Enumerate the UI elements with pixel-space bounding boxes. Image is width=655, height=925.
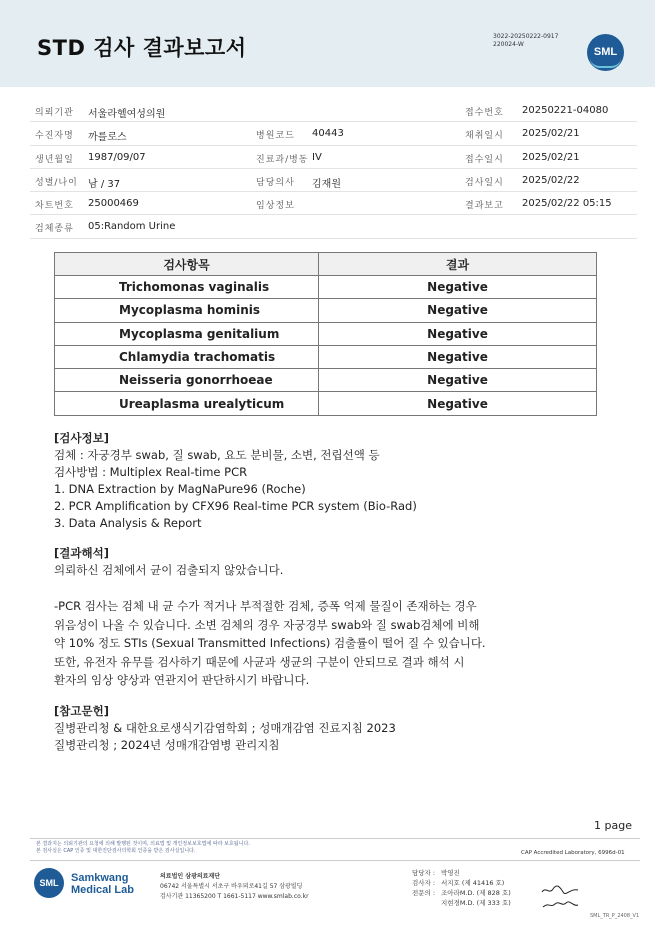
test-info-line: 1. DNA Extraction by MagNaPure96 (Roche) xyxy=(54,482,306,496)
brand-line-1: Samkwang xyxy=(71,872,129,884)
footer-address xyxy=(160,872,309,902)
interpretation-line: 의뢰하신 검체에서 균이 검출되지 않았습니다. xyxy=(54,563,284,577)
info-value: 서울라헬여성의원 xyxy=(88,109,166,120)
info-label: 병원코드 xyxy=(256,131,295,142)
info-value: 2025/02/21 xyxy=(522,128,580,140)
result-row xyxy=(55,322,597,345)
header-result: 결과 xyxy=(319,253,597,276)
info-label: 생년월일 xyxy=(35,154,74,165)
address-line-1: 의료법인 삼광의료재단 xyxy=(160,873,221,880)
signature-2 xyxy=(540,898,580,910)
sml-logo: SML xyxy=(587,34,624,71)
info-value: 김재원 xyxy=(312,178,341,190)
report-header xyxy=(0,0,655,87)
test-info-line: 3. Data Analysis & Report xyxy=(54,516,202,530)
info-label: 접수일시 xyxy=(465,154,504,165)
staff-row: 담당자 : 박영진 xyxy=(412,869,460,877)
info-value: 1987/09/07 xyxy=(88,151,146,163)
info-row xyxy=(30,215,637,238)
test-item: Mycoplasma hominis xyxy=(55,299,319,322)
page-number: 1 page xyxy=(594,819,632,832)
interpretation-section xyxy=(54,545,283,579)
info-row xyxy=(30,192,637,215)
info-value: 남 / 37 xyxy=(88,178,121,190)
test-result: Negative xyxy=(319,299,597,322)
info-label: 성별/나이 xyxy=(35,177,78,188)
form-code: SML_TR_P_2408_V1 xyxy=(590,913,640,919)
patient-info-table xyxy=(30,99,637,239)
result-row xyxy=(55,345,597,368)
report-title: STD 검사 결과보고서 xyxy=(37,36,247,60)
info-value: 2025/02/21 xyxy=(522,151,580,163)
staff-row: 전문의 : 조아라M.D. (제 828 호) xyxy=(412,889,511,897)
info-label: 채취일시 xyxy=(465,131,504,142)
test-result: Negative xyxy=(319,322,597,345)
references-section xyxy=(54,703,396,754)
info-label: 접수번호 xyxy=(465,108,504,118)
report-codes xyxy=(493,33,558,49)
result-row xyxy=(55,369,597,392)
note-line: 위음성이 나올 수 있습니다. 소변 검체의 경우 자궁경부 swab와 질 swab검체에 비해 xyxy=(54,617,480,632)
info-row xyxy=(30,99,637,122)
info-row xyxy=(30,146,637,169)
cap-accreditation: CAP Accredited Laboratory, 6996d-01 xyxy=(521,850,625,856)
staff-row: 지현경M.D. (제 333 호) xyxy=(441,899,511,907)
info-value: 까를로스 xyxy=(88,132,127,144)
staff-list xyxy=(412,868,511,908)
footer-divider xyxy=(30,860,640,861)
test-info-title: [검사정보] xyxy=(54,431,109,445)
reference-line: 질병관리청 & 대한요로생식기감염학회 ; 성매개감염 진료지침 2023 xyxy=(54,721,396,735)
reference-line: 질병관리청 ; 2024년 성매개감염병 관리지침 xyxy=(54,738,280,752)
info-label: 의뢰기관 xyxy=(35,108,74,118)
footer-sml-logo: SML xyxy=(34,868,64,898)
brand-line-2: Medical Lab xyxy=(71,884,134,896)
test-result: Negative xyxy=(319,369,597,392)
test-result: Negative xyxy=(319,276,597,299)
interpretation-note xyxy=(54,597,486,690)
references-title: [참고문헌] xyxy=(54,704,109,718)
info-label: 임상정보 xyxy=(256,201,295,212)
footer-notice-1: 본 결과지는 의뢰기관의 요청에 의해 발행된 것이며, 의료법 및 개인정보보호법에 따라 보호됩니다. xyxy=(36,841,250,847)
footer-notice-2: 본 검사실은 CAP 인증 및 대한진단검사의학회 인증을 받은 검사실입니다. xyxy=(36,848,196,854)
test-result: Negative xyxy=(319,392,597,415)
info-value: 20250221-04080 xyxy=(522,105,609,116)
info-label: 결과보고 xyxy=(465,201,504,212)
note-line: 환자의 임상 양상과 연관지어 판단하시기 바랍니다. xyxy=(54,673,310,687)
result-row xyxy=(55,276,597,299)
footer-brand xyxy=(71,872,134,896)
info-label: 담당의사 xyxy=(256,177,295,188)
test-item: Trichomonas vaginalis xyxy=(55,276,319,299)
note-line: -PCR 검사는 검체 내 균 수가 적거나 부적절한 검체, 증폭 억제 물질이 존재하는 경우 xyxy=(54,599,477,613)
info-value: 2025/02/22 xyxy=(522,174,580,186)
results-header-row xyxy=(55,253,597,276)
info-row xyxy=(30,122,637,145)
info-row xyxy=(30,169,637,192)
info-value: 40443 xyxy=(312,128,344,140)
test-info-line: 검체 : 자궁경부 swab, 질 swab, 요도 분비물, 소변, 전립선액 등 xyxy=(54,448,380,462)
info-value: 25000469 xyxy=(88,198,139,210)
address-line-2: 06742 서울특별시 서초구 바우뫼로41길 57 삼광빌딩 xyxy=(160,883,303,890)
report-code-2: 220024-W xyxy=(493,41,524,48)
info-label: 수진자명 xyxy=(35,131,74,142)
test-item: Chlamydia trachomatis xyxy=(55,345,319,368)
info-label: 검사일시 xyxy=(465,177,504,188)
test-item: Mycoplasma genitalium xyxy=(55,322,319,345)
address-line-3: 검사기관 11365200 T 1661-5117 www.smlab.co.kr xyxy=(160,893,309,900)
test-result: Negative xyxy=(319,345,597,368)
info-label: 검체종류 xyxy=(35,224,74,235)
report-code-1: 3022-20250222-0917 xyxy=(493,33,559,40)
info-value: 05:Random Urine xyxy=(88,221,176,233)
staff-row: 검사자 : 서지호 (제 41416 호) xyxy=(412,879,505,887)
result-row xyxy=(55,299,597,322)
result-row xyxy=(55,392,597,415)
info-value: IV xyxy=(312,151,322,163)
results-table xyxy=(54,252,597,416)
interpretation-title: [결과해석] xyxy=(54,546,109,560)
test-info-line: 검사방법 : Multiplex Real-time PCR xyxy=(54,465,248,479)
info-value: 2025/02/22 05:15 xyxy=(522,198,612,210)
note-line: 약 10% 정도 STIs (Sexual Transmitted Infections) 검출률이 떨어 질 수 있습니다. xyxy=(54,636,486,650)
footer-divider xyxy=(30,838,640,839)
header-test-item: 검사항목 xyxy=(55,253,319,276)
test-info-section xyxy=(54,430,417,532)
signature-1 xyxy=(540,884,580,896)
test-info-line: 2. PCR Amplification by CFX96 Real-time PCR system (Bio-Rad) xyxy=(54,499,417,513)
test-item: Ureaplasma urealyticum xyxy=(55,392,319,415)
test-item: Neisseria gonorrhoeae xyxy=(55,369,319,392)
footer-notice xyxy=(36,841,250,855)
info-label: 진료과/병동 xyxy=(256,154,309,165)
note-line: 또한, 유전자 유무를 검사하기 때문에 사균과 생균의 구분이 안되므로 결과 해석 시 xyxy=(54,654,465,669)
info-label: 차트번호 xyxy=(35,201,74,212)
